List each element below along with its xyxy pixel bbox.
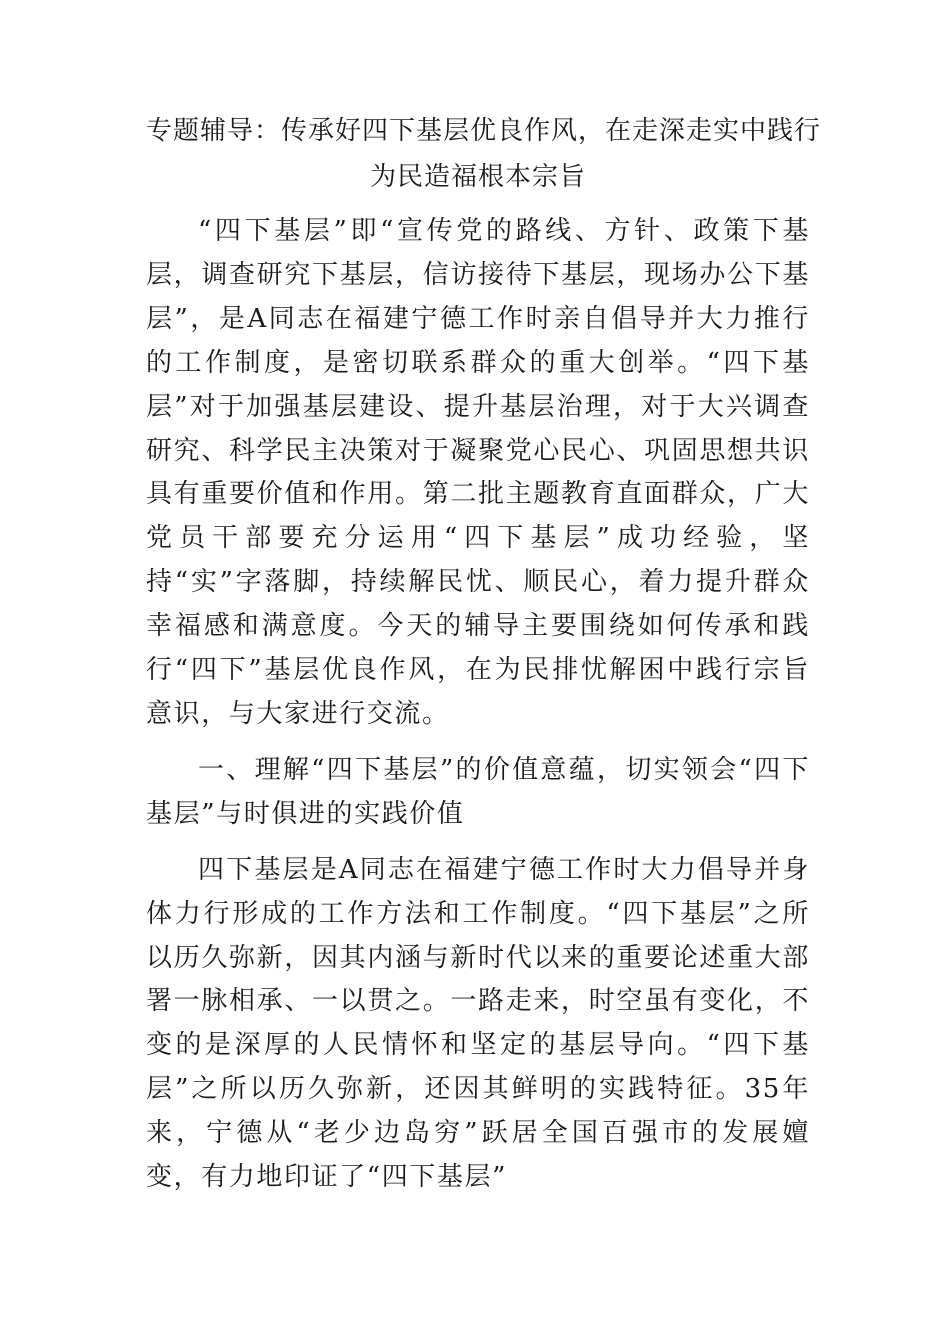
section-heading-1: 一、理解“四下基层”的价值意蕴，切实领会“四下基层”与时俱进的实践价值 bbox=[146, 754, 810, 829]
section-1-paragraph: 四下基层是A同志在福建宁德工作时大力倡导并身体力行形成的工作方法和工作制度。“四下基层”之所以历久弥新，因其内涵与新时代以来的重要论述重大部署一脉相承、一以贯之。一路走来，时空虽有变化，不变的是深厚的人民情怀和坚定的基层导向。“四下基层”之所以历久弥新，还因其鲜明的实践特征。35年来，宁德从“老少边岛穷”跃居全国百强市的发展嬗变，有力地印证了“四下基层” bbox=[146, 854, 811, 1193]
document-title-line-2: 为民造福根本宗旨 bbox=[369, 162, 586, 192]
document-title-line-1: 专题辅导：传承好四下基层优良作风，在走深走实中践行 bbox=[146, 116, 822, 146]
document-page bbox=[146, 108, 822, 1200]
intro-paragraph: “四下基层”即“宣传党的路线、方针、政策下基层，调查研究下基层，信访接待下基层，现场办公下基层”，是A同志在福建宁德工作时亲自倡导并大力推行的工作制度，是密切联系群众的重大创举。“四下基层”对于加强基层建设、提升基层治理，对于大兴调查研究、科学民主决策对于凝聚党心民心、巩固思想共识具有重要价值和作用。第二批主题教育直面群众，广大党员干部要充分运用“四下基层”成功经验，坚持“实”字落脚，持续解民忧、顺民心，着力提升群众幸福感和满意度。今天的辅导主要围绕如何传承和践行“四下”基层优良作风，在为民排忧解困中践行宗旨意识，与大家进行交流。 bbox=[146, 216, 810, 729]
